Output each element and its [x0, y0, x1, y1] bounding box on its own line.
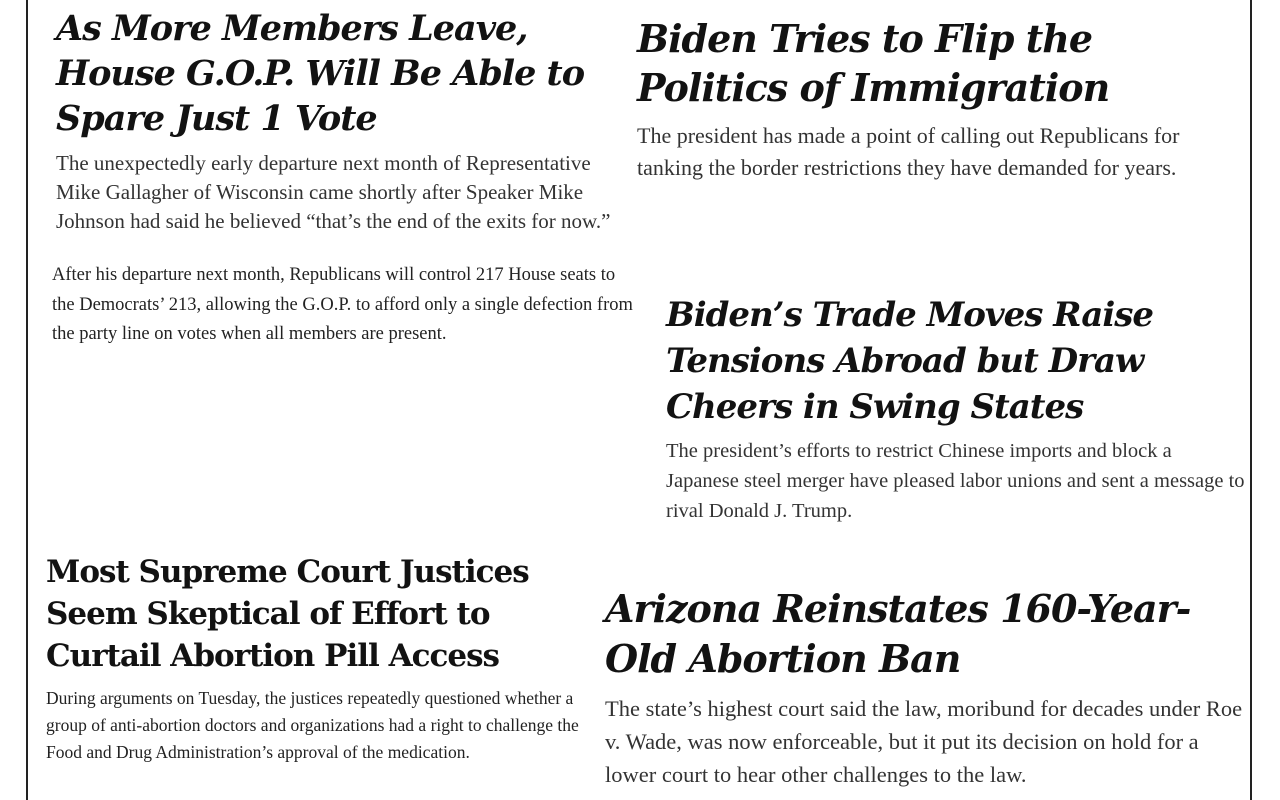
story-house-gop[interactable]	[56, 6, 636, 236]
story-house-gop-detail[interactable]	[52, 261, 642, 350]
story-headline[interactable]: Arizona Reinstates 160-Year-Old Abortion Ban	[605, 586, 1191, 681]
story-summary[interactable]: The state’s highest court said the law, moribund for decades under Roe v. Wade, was now enforceable, but it put its decision on hold for a lower court to hear other challenges to the law.	[605, 696, 1243, 787]
story-biden-immigration[interactable]	[637, 14, 1247, 184]
story-summary[interactable]: The president has made a point of calling out Republicans for tanking the border restrictions they have demanded for years.	[637, 123, 1180, 180]
story-detail-text[interactable]: After his departure next month, Republicans will control 217 House seats to the Democrats’ 213, allowing the G.O.P. to afford only a single defection from the party line on votes when all members are present.	[52, 265, 633, 344]
story-arizona-abortion-ban[interactable]	[605, 584, 1245, 791]
story-summary[interactable]: The unexpectedly early departure next month of Representative Mike Gallagher of Wisconsin came shortly after Speaker Mike Johnson had said he believed “that’s the end of the exits for now.”	[56, 151, 611, 233]
story-headline[interactable]: Biden Tries to Flip the Politics of Immigration	[637, 16, 1110, 110]
story-supreme-court-abortion-pill[interactable]	[46, 551, 591, 766]
story-headline[interactable]: As More Members Leave, House G.O.P. Will Be Able to Spare Just 1 Vote	[56, 8, 585, 139]
story-headline[interactable]: Biden’s Trade Moves Raise Tensions Abroad but Draw Cheers in Swing States	[666, 295, 1154, 427]
story-summary[interactable]: The president’s efforts to restrict Chinese imports and block a Japanese steel merger have pleased labor unions and sent a message to rival Donald J. Trump.	[666, 440, 1245, 522]
story-headline[interactable]: Most Supreme Court Justices Seem Skeptical of Effort to Curtail Abortion Pill Access	[46, 554, 529, 674]
story-summary[interactable]: During arguments on Tuesday, the justices repeatedly questioned whether a group of anti-abortion doctors and organizations had a right to challenge the Food and Drug Administration’s approval of the medication.	[46, 688, 579, 762]
story-biden-trade[interactable]	[666, 292, 1246, 526]
